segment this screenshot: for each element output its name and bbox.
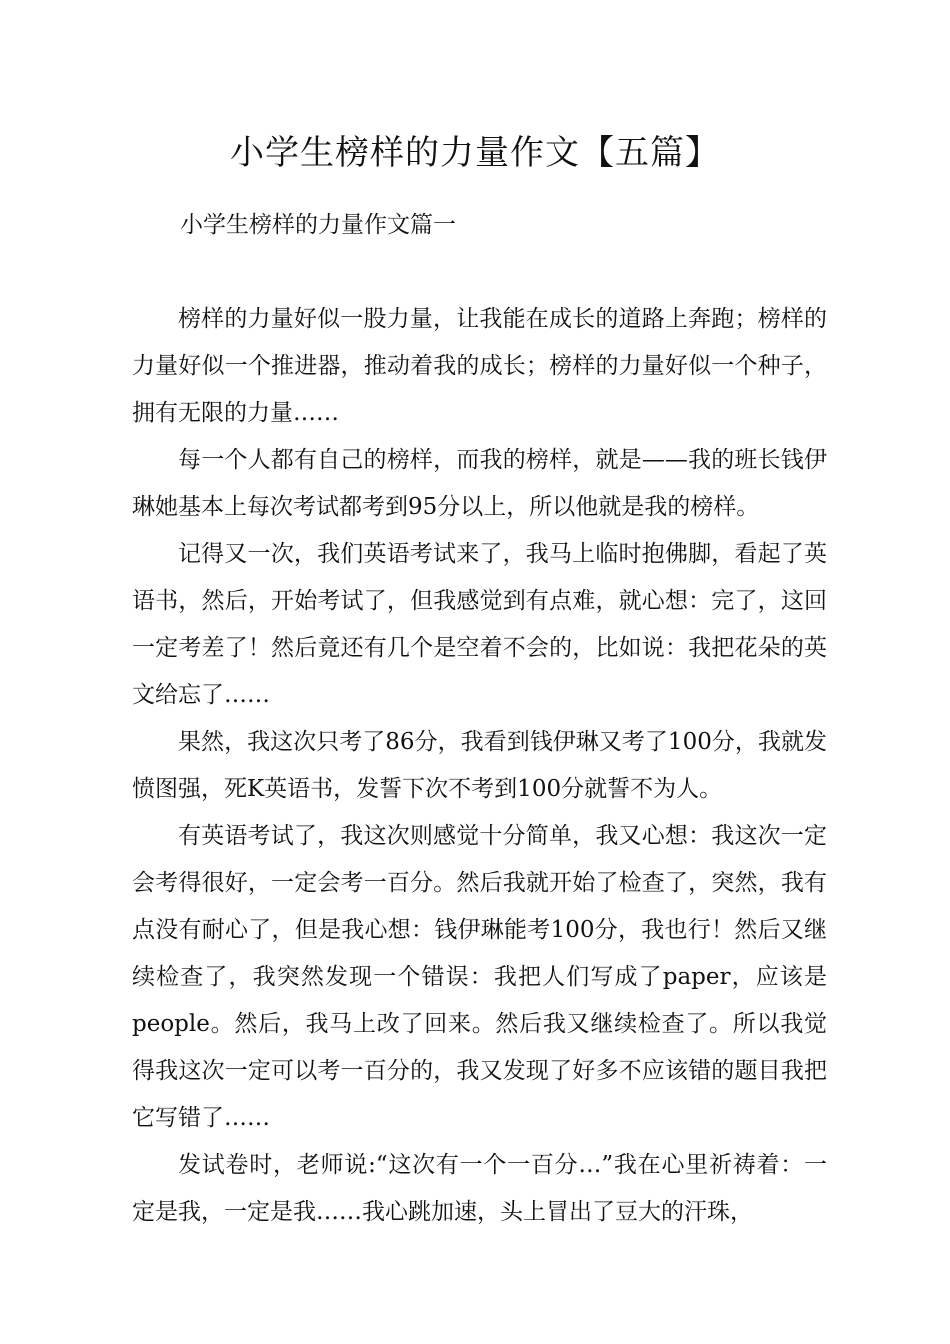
paragraph: 每一个人都有自己的榜样，而我的榜样，就是——我的班长钱伊琳她基本上每次考试都考到95分以上，所以他就是我的榜样。 (132, 447, 827, 520)
paragraph: 有英语考试了，我这次则感觉十分简单，我又心想：我这次一定会考得很好，一定会考一百分。然后我就开始了检查了，突然，我有点没有耐心了，但是我心想：钱伊琳能考100分，我也行！然后又继续检查了，我突然发现一个错误：我把人们写成了paper，应该是people。然后，我马上改了回来。然后我又继续检查了。所以我觉得我这次一定可以考一百分的，我又发现了好多不应该错的题目我把它写错了…… (132, 823, 827, 1131)
paragraph: 记得又一次，我们英语考试来了，我马上临时抱佛脚，看起了英语书，然后，开始考试了，但我感觉到有点难，就心想：完了，这回一定考差了！然后竟还有几个是空着不会的，比如说：我把花朵的英文给忘了…… (132, 541, 827, 708)
document-body (132, 296, 827, 1236)
section-heading: 小学生榜样的力量作文篇一 (180, 212, 456, 238)
document-title: 小学生榜样的力量作文【五篇】 (230, 133, 720, 173)
paragraph: 榜样的力量好似一股力量，让我能在成长的道路上奔跑；榜样的力量好似一个推进器，推动着我的成长；榜样的力量好似一个种子，拥有无限的力量…… (132, 306, 827, 426)
paragraph: 果然，我这次只考了86分，我看到钱伊琳又考了100分，我就发愤图强，死K英语书，发誓下次不考到100分就誓不为人。 (132, 729, 827, 802)
paragraph: 发试卷时，老师说:“这次有一个一百分…”我在心里祈祷着：一定是我，一定是我……我心跳加速，头上冒出了豆大的汗珠， (132, 1152, 827, 1225)
